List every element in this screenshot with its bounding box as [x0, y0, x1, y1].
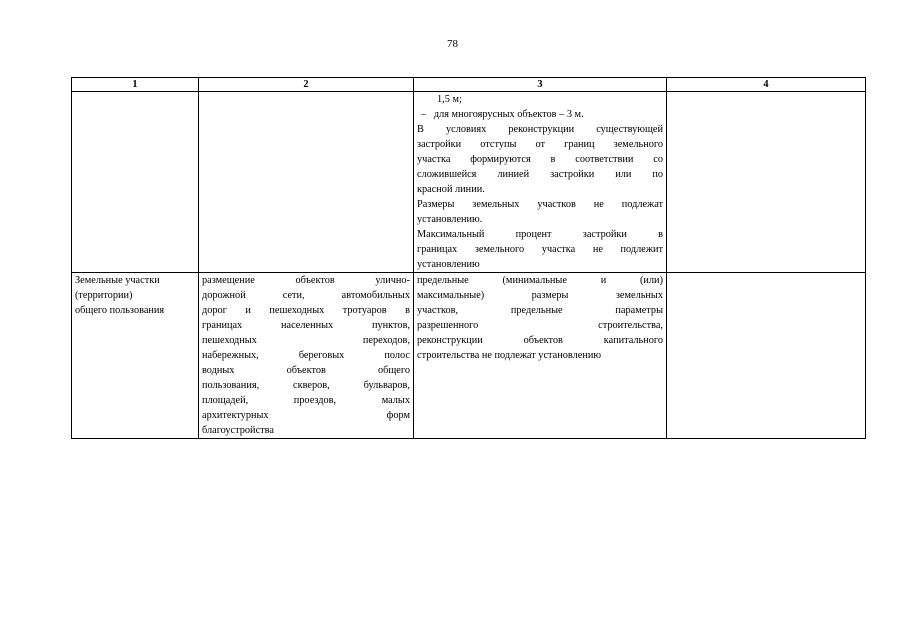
reconstruction-text-line-4: сложившейся линией застройки или по [417, 169, 663, 180]
land-type-line-1: Земельные участки [75, 275, 160, 286]
row2-col4-cell [667, 273, 866, 439]
usage-line-11: благоустройства [202, 425, 274, 436]
limits-line-4: разрешенного строительства, [417, 320, 663, 331]
usage-line-1: размещение объектов улично- [202, 275, 410, 286]
limits-line-6: строительства не подлежат установлению [417, 350, 602, 361]
limits-line-2: максимальные) размеры земельных [417, 290, 663, 301]
row2-col3-cell [414, 273, 667, 439]
table-row [72, 273, 866, 439]
limits-line-5: реконструкции объектов капитального [417, 335, 663, 346]
coverage-text-line-3: установлению [417, 259, 480, 270]
row2-col2-cell [199, 273, 414, 439]
setback-line-1-5m: 1,5 м; [437, 94, 462, 105]
column-header-4: 4 [667, 78, 866, 92]
reconstruction-text-line-3: участка формируются в соответствии со [417, 154, 663, 165]
table-row [72, 92, 866, 273]
row1-col4-cell [667, 92, 866, 273]
usage-line-4: границах населенных пунктов, [202, 320, 410, 331]
usage-line-9: площадей, проездов, малых [202, 395, 410, 406]
usage-line-6: набережных, береговых полос [202, 350, 410, 361]
row1-col1-cell [72, 92, 199, 273]
reconstruction-text-line-1: В условиях реконструкции существующей [417, 124, 663, 135]
column-header-1: 1 [72, 78, 199, 92]
plot-size-text-line-1: Размеры земельных участков не подлежат [417, 199, 663, 210]
land-type-line-3: общего пользования [75, 305, 165, 316]
limits-line-3: участков, предельные параметры [417, 305, 663, 316]
usage-line-5: пешеходных переходов, [202, 335, 410, 346]
column-header-2: 2 [199, 78, 414, 92]
coverage-text-line-1: Максимальный процент застройки в [417, 229, 663, 240]
usage-line-3: дорог и пешеходных тротуаров в [202, 305, 410, 316]
row2-col1-cell [72, 273, 199, 439]
row1-col2-cell [199, 92, 414, 273]
row1-col3-cell [414, 92, 667, 273]
limits-line-1: предельные (минимальные и (или) [417, 275, 663, 286]
regulations-table [71, 77, 866, 439]
plot-size-text-line-2: установлению. [417, 214, 483, 225]
usage-line-10: архитектурных форм [202, 410, 410, 421]
coverage-text-line-2: границах земельного участка не подлежит [417, 244, 663, 255]
reconstruction-text-line-2: застройки отступы от границ земельного [417, 139, 663, 150]
reconstruction-text-line-5: красной линии. [417, 184, 485, 195]
usage-line-7: водных объектов общего [202, 365, 410, 376]
land-type-line-2: (территории) [75, 290, 133, 301]
usage-line-2: дорожной сети, автомобильных [202, 290, 410, 301]
multilevel-objects-item: – для многоярусных объектов – 3 м. [421, 109, 584, 120]
table-header-row [72, 78, 866, 92]
usage-line-8: пользования, скверов, бульваров, [202, 380, 410, 391]
page-number: 78 [447, 38, 458, 50]
column-header-3: 3 [414, 78, 667, 92]
